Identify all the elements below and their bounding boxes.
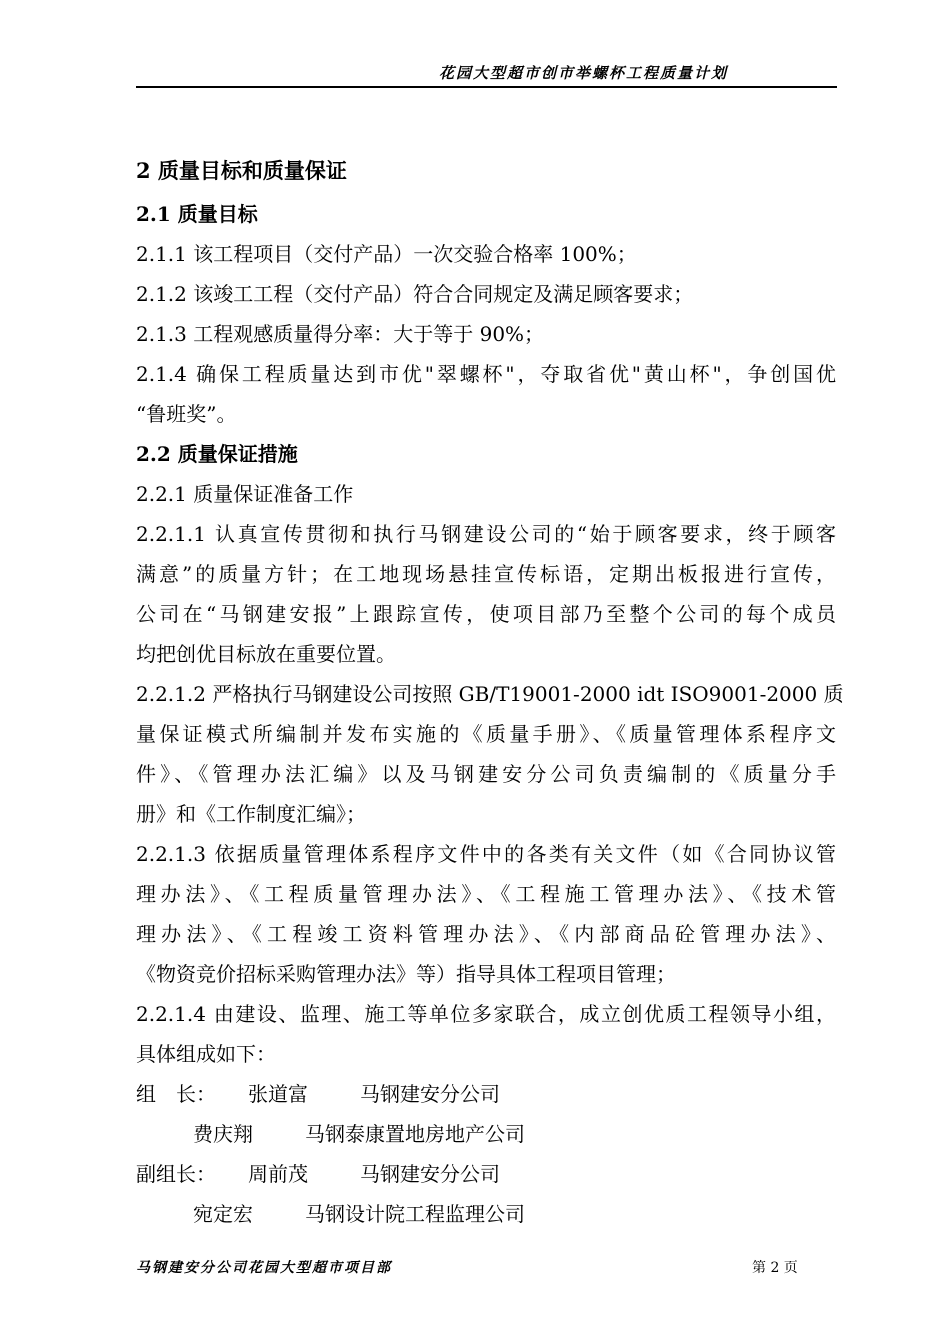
leader-org: 马钢建安分公司 (360, 1082, 500, 1106)
section-2-1-heading: 2.1 质量目标 (136, 202, 258, 226)
para-2-2-1-2-line: 件》、《管理办法汇编》以及马钢建安分公司负责编制的《质量分手 (136, 762, 836, 786)
deputy-name: 周前茂 (248, 1162, 308, 1186)
item-2-1-3: 2.1.3 工程观感质量得分率：大于等于 90%； (136, 322, 545, 346)
member1-org: 马钢泰康置地房地产公司 (305, 1122, 525, 1146)
para-2-2-1-3-line: 理办法》、《工程竣工资料管理办法》、《内部商品砼管理办法》、 (136, 922, 836, 946)
para-2-2-1-1-line: 2.2.1.1 认真宣传贯彻和执行马钢建设公司的“始于顾客要求，终于顾客 (136, 522, 836, 546)
header-divider (136, 86, 837, 88)
document-body (136, 148, 844, 1234)
footer-organization: 马钢建安分公司花园大型超市项目部 (136, 1260, 392, 1276)
deputy-label: 副组长： (136, 1162, 216, 1186)
para-2-2-1-4-line: 具体组成如下： (136, 1042, 276, 1066)
para-2-2-1-1-line: 公司在“马钢建安报”上跟踪宣传，使项目部乃至整个公司的每个成员 (136, 602, 836, 626)
member-row-leader (136, 1074, 836, 1114)
member1-name: 费庆翔 (193, 1122, 253, 1146)
member-row-2 (136, 1194, 836, 1234)
item-2-1-4-cont: “鲁班奖”。 (136, 402, 237, 426)
leader-label: 组 长： (136, 1082, 216, 1106)
section-title: 2 质量目标和质量保证 (136, 158, 347, 183)
member2-org: 马钢设计院工程监理公司 (305, 1202, 525, 1226)
para-2-2-1-1-line: 满意”的质量方针；在工地现场悬挂宣传标语，定期出板报进行宣传， (136, 562, 836, 586)
header-title: 花园大型超市创市举螺杯工程质量计划 (438, 64, 728, 82)
member-row-1 (136, 1114, 836, 1154)
subsection-2-2-1: 2.2.1 质量保证准备工作 (136, 482, 354, 506)
para-2-2-1-3-line: 理办法》、《工程质量管理办法》、《工程施工管理办法》、《技术管 (136, 882, 836, 906)
para-2-2-1-2-line: 量保证模式所编制并发布实施的《质量手册》、《质量管理体系程序文 (136, 722, 836, 746)
para-2-2-1-3-line: 2.2.1.3 依据质量管理体系程序文件中的各类有关文件（如《合同协议管 (136, 842, 836, 866)
section-2-2-heading: 2.2 质量保证措施 (136, 442, 298, 466)
leader-name: 张道富 (248, 1082, 308, 1106)
para-2-2-1-4-line: 2.2.1.4 由建设、监理、施工等单位多家联合，成立创优质工程领导小组， (136, 1002, 836, 1026)
item-2-1-1: 2.1.1 该工程项目（交付产品）一次交验合格率 100%； (136, 242, 637, 266)
page-number: 第 2 页 (752, 1260, 798, 1276)
member-row-deputy (136, 1154, 836, 1194)
para-2-2-1-2-line: 册》和《工作制度汇编》； (136, 802, 366, 826)
deputy-org: 马钢建安分公司 (360, 1162, 500, 1186)
item-2-1-2: 2.1.2 该竣工工程（交付产品）符合合同规定及满足顾客要求； (136, 282, 694, 306)
para-2-2-1-1-line: 均把创优目标放在重要位置。 (136, 642, 396, 666)
para-2-2-1-2-line: 2.2.1.2 严格执行马钢建设公司按照 GB/T19001-2000 idt ISO9001-2000 质 (136, 682, 844, 706)
member2-name: 宛定宏 (193, 1202, 253, 1226)
item-2-1-4: 2.1.4 确保工程质量达到市优"翠螺杯"，夺取省优"黄山杯"，争创国优 (136, 362, 836, 386)
para-2-2-1-3-line: 《物资竞价招标采购管理办法》等）指导具体工程项目管理； (136, 962, 676, 986)
